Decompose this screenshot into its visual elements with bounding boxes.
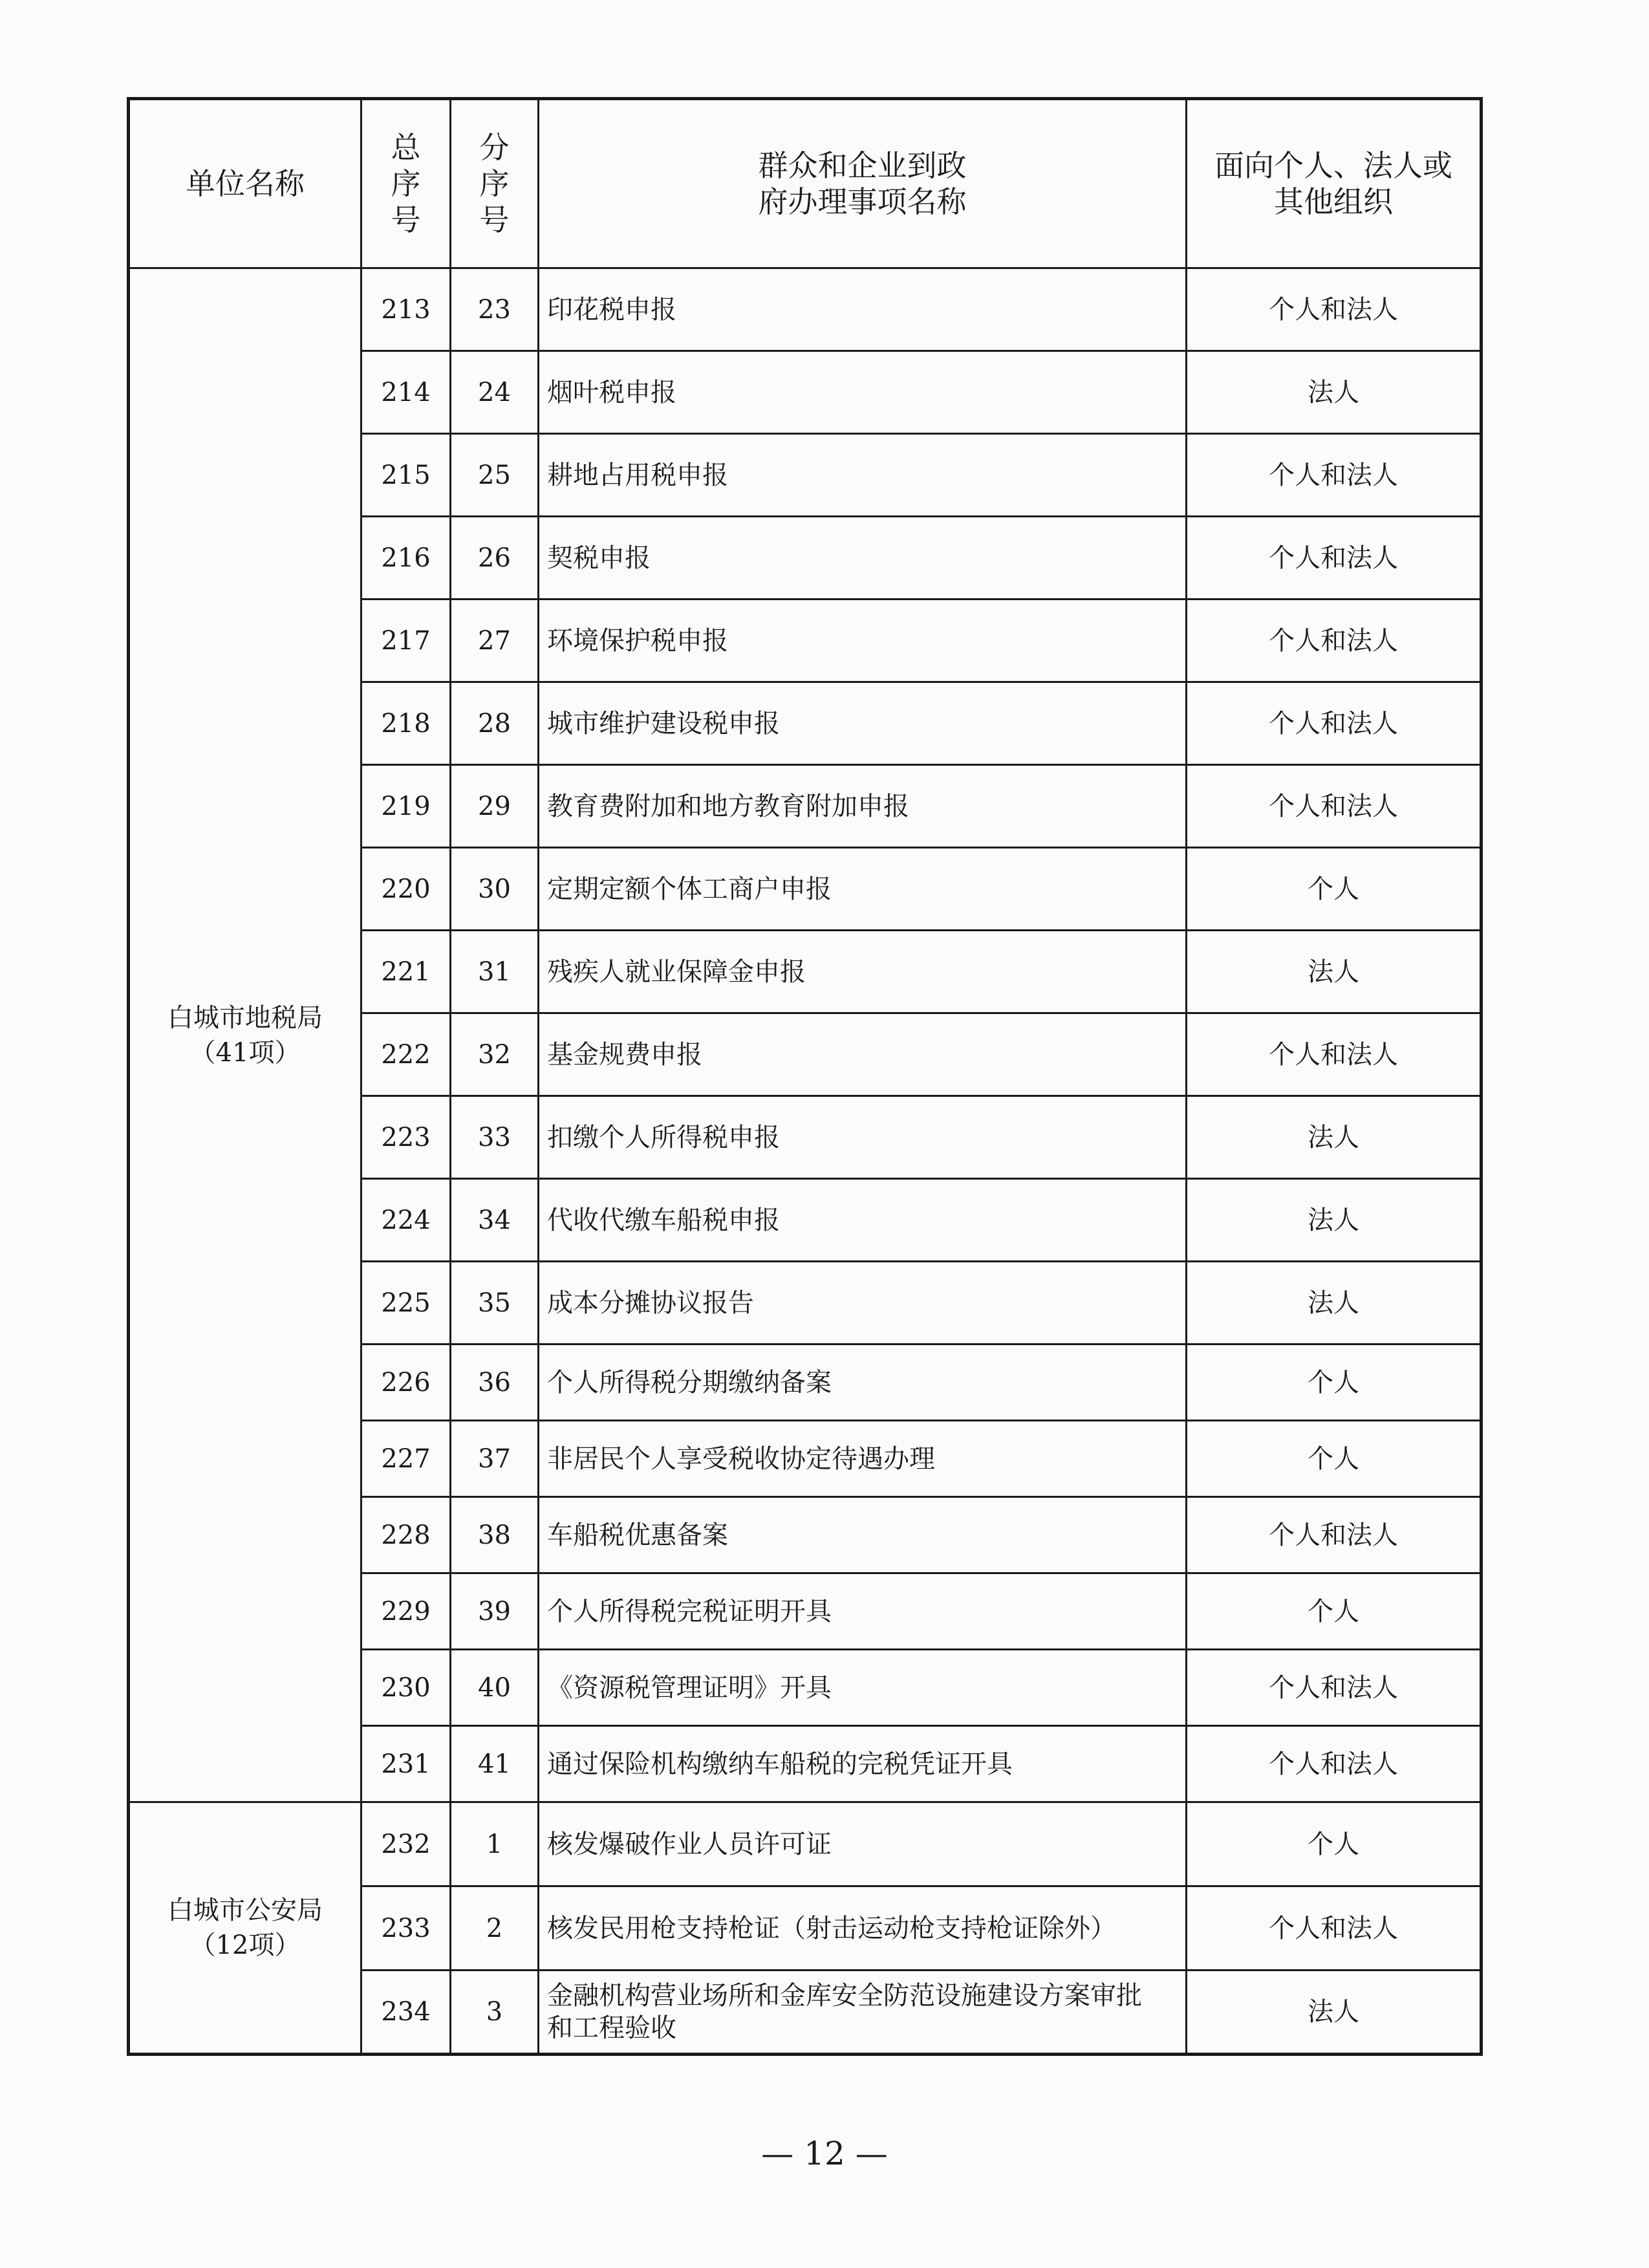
sub-number-cell: 32 bbox=[451, 1013, 539, 1096]
total-number-cell: 226 bbox=[361, 1345, 451, 1421]
item-name-cell: 核发民用枪支持枪证（射击运动枪支持枪证除外） bbox=[539, 1886, 1187, 1971]
total-number-cell: 224 bbox=[361, 1179, 451, 1262]
table-row bbox=[129, 1802, 1482, 1886]
sub-number-cell: 1 bbox=[451, 1802, 539, 1886]
item-name-cell: 定期定额个体工商户申报 bbox=[539, 848, 1187, 931]
header-total-number bbox=[361, 99, 451, 268]
item-name-cell: 核发爆破作业人员许可证 bbox=[539, 1802, 1187, 1886]
sub-number-cell: 30 bbox=[451, 848, 539, 931]
target-cell: 个人和法人 bbox=[1187, 517, 1482, 599]
item-name-cell: 耕地占用税申报 bbox=[539, 434, 1187, 517]
item-name-cell: 《资源税管理证明》开具 bbox=[539, 1650, 1187, 1726]
total-number-cell: 234 bbox=[361, 1971, 451, 2055]
item-name-cell: 基金规费申报 bbox=[539, 1013, 1187, 1096]
target-cell: 法人 bbox=[1187, 351, 1482, 434]
item-name-cell: 环境保护税申报 bbox=[539, 599, 1187, 682]
total-number-cell: 227 bbox=[361, 1421, 451, 1497]
total-number-cell: 225 bbox=[361, 1262, 451, 1345]
sub-number-cell: 35 bbox=[451, 1262, 539, 1345]
total-number-cell: 230 bbox=[361, 1650, 451, 1726]
item-name-cell: 金融机构营业场所和金库安全防范设施建设方案审批 和工程验收 bbox=[539, 1971, 1187, 2055]
item-name-cell: 通过保险机构缴纳车船税的完税凭证开具 bbox=[539, 1726, 1187, 1802]
table-row bbox=[129, 268, 1482, 351]
total-number-cell: 228 bbox=[361, 1497, 451, 1573]
total-number-cell: 223 bbox=[361, 1096, 451, 1179]
item-name-cell: 教育费附加和地方教育附加申报 bbox=[539, 765, 1187, 848]
sub-number-cell: 25 bbox=[451, 434, 539, 517]
item-name-cell: 车船税优惠备案 bbox=[539, 1497, 1187, 1573]
table-header-row bbox=[129, 99, 1482, 268]
item-name-cell: 个人所得税分期缴纳备案 bbox=[539, 1345, 1187, 1421]
sub-number-cell: 41 bbox=[451, 1726, 539, 1802]
target-cell: 法人 bbox=[1187, 1262, 1482, 1345]
total-number-cell: 216 bbox=[361, 517, 451, 599]
sub-number-cell: 3 bbox=[451, 1971, 539, 2055]
sub-number-cell: 40 bbox=[451, 1650, 539, 1726]
sub-number-cell: 38 bbox=[451, 1497, 539, 1573]
header-target-text: 面向个人、法人或 其他组织 bbox=[1214, 148, 1452, 219]
total-number-cell: 218 bbox=[361, 682, 451, 765]
target-cell: 个人和法人 bbox=[1187, 1497, 1482, 1573]
total-number-cell: 217 bbox=[361, 599, 451, 682]
unit-cell: 白城市地税局 （41项） bbox=[129, 268, 361, 1802]
item-name-cell: 残疾人就业保障金申报 bbox=[539, 931, 1187, 1013]
item-name-cell: 扣缴个人所得税申报 bbox=[539, 1096, 1187, 1179]
header-sub-number bbox=[451, 99, 539, 268]
target-cell: 个人和法人 bbox=[1187, 268, 1482, 351]
header-total-number-text: 总 序 号 bbox=[391, 130, 421, 237]
target-cell: 个人和法人 bbox=[1187, 765, 1482, 848]
item-name-cell: 烟叶税申报 bbox=[539, 351, 1187, 434]
item-name-cell: 代收代缴车船税申报 bbox=[539, 1179, 1187, 1262]
item-name-cell: 非居民个人享受税收协定待遇办理 bbox=[539, 1421, 1187, 1497]
sub-number-cell: 27 bbox=[451, 599, 539, 682]
sub-number-cell: 24 bbox=[451, 351, 539, 434]
target-cell: 法人 bbox=[1187, 1179, 1482, 1262]
sub-number-cell: 2 bbox=[451, 1886, 539, 1971]
item-name-cell: 印花税申报 bbox=[539, 268, 1187, 351]
target-cell: 个人 bbox=[1187, 1573, 1482, 1650]
target-cell: 个人和法人 bbox=[1187, 1013, 1482, 1096]
item-name-cell: 个人所得税完税证明开具 bbox=[539, 1573, 1187, 1650]
header-item-name-text: 群众和企业到政 府办理事项名称 bbox=[758, 148, 967, 219]
target-cell: 个人 bbox=[1187, 1421, 1482, 1497]
item-name-cell: 城市维护建设税申报 bbox=[539, 682, 1187, 765]
total-number-cell: 229 bbox=[361, 1573, 451, 1650]
sub-number-cell: 29 bbox=[451, 765, 539, 848]
total-number-cell: 219 bbox=[361, 765, 451, 848]
total-number-cell: 214 bbox=[361, 351, 451, 434]
item-name-cell: 成本分摊协议报告 bbox=[539, 1262, 1187, 1345]
target-cell: 个人和法人 bbox=[1187, 1726, 1482, 1802]
target-cell: 法人 bbox=[1187, 1971, 1482, 2055]
total-number-cell: 213 bbox=[361, 268, 451, 351]
target-cell: 个人和法人 bbox=[1187, 1650, 1482, 1726]
total-number-cell: 233 bbox=[361, 1886, 451, 1971]
total-number-cell: 232 bbox=[361, 1802, 451, 1886]
total-number-cell: 215 bbox=[361, 434, 451, 517]
total-number-cell: 221 bbox=[361, 931, 451, 1013]
total-number-cell: 222 bbox=[361, 1013, 451, 1096]
header-sub-number-text: 分 序 号 bbox=[479, 130, 510, 237]
sub-number-cell: 34 bbox=[451, 1179, 539, 1262]
item-name-cell: 契税申报 bbox=[539, 517, 1187, 599]
target-cell: 个人 bbox=[1187, 1345, 1482, 1421]
sub-number-cell: 39 bbox=[451, 1573, 539, 1650]
total-number-cell: 231 bbox=[361, 1726, 451, 1802]
sub-number-cell: 28 bbox=[451, 682, 539, 765]
header-item-name bbox=[539, 99, 1187, 268]
sub-number-cell: 23 bbox=[451, 268, 539, 351]
header-unit-name: 单位名称 bbox=[129, 99, 361, 268]
target-cell: 个人和法人 bbox=[1187, 682, 1482, 765]
target-cell: 个人和法人 bbox=[1187, 1886, 1482, 1971]
sub-number-cell: 33 bbox=[451, 1096, 539, 1179]
unit-cell: 白城市公安局 （12项） bbox=[129, 1802, 361, 2055]
sub-number-cell: 37 bbox=[451, 1421, 539, 1497]
items-table bbox=[127, 97, 1483, 2056]
target-cell: 个人 bbox=[1187, 1802, 1482, 1886]
table-body bbox=[129, 268, 1482, 2055]
sub-number-cell: 26 bbox=[451, 517, 539, 599]
sub-number-cell: 31 bbox=[451, 931, 539, 1013]
total-number-cell: 220 bbox=[361, 848, 451, 931]
page-number: — 12 — bbox=[761, 2135, 888, 2172]
target-cell: 个人 bbox=[1187, 848, 1482, 931]
header-target bbox=[1187, 99, 1482, 268]
sub-number-cell: 36 bbox=[451, 1345, 539, 1421]
target-cell: 个人和法人 bbox=[1187, 599, 1482, 682]
target-cell: 法人 bbox=[1187, 1096, 1482, 1179]
target-cell: 法人 bbox=[1187, 931, 1482, 1013]
target-cell: 个人和法人 bbox=[1187, 434, 1482, 517]
